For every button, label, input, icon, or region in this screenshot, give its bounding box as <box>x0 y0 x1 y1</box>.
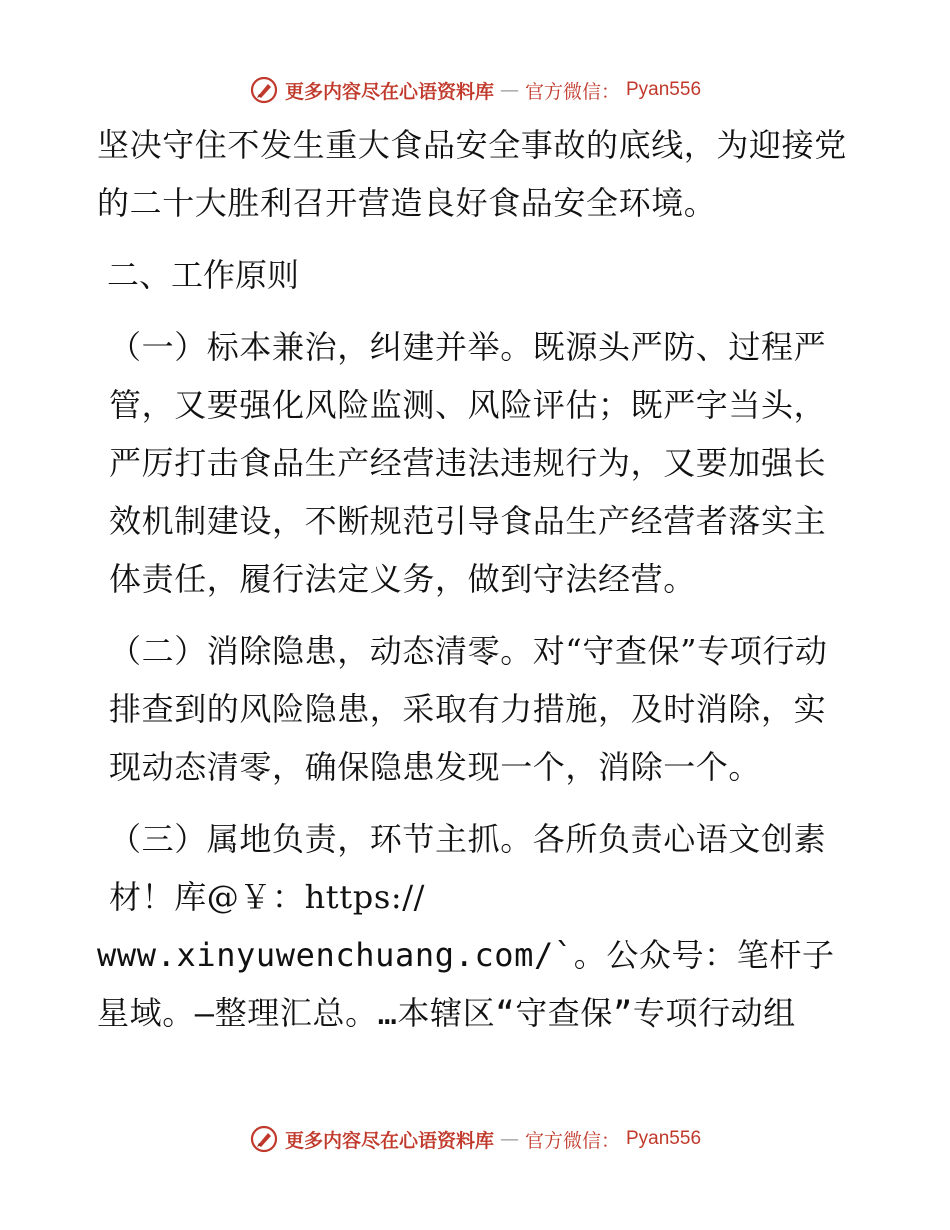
watermark-official-label: 官方微信： <box>524 1129 620 1152</box>
watermark-content-footer <box>249 1124 701 1154</box>
watermark-main-text: 更多内容尽在心语资料库 <box>284 80 494 103</box>
paragraph-bottom-line: 坚决守住不发生重大食品安全事故的底线，为迎接党的二十大胜利召开营造良好食品安全环境。 <box>97 126 847 222</box>
watermark-wechat-id: Pyan556 <box>626 79 702 100</box>
watermark-official-label: 官方微信： <box>524 80 620 103</box>
pen-logo-icon <box>249 75 279 105</box>
watermark-dash: — <box>499 79 519 101</box>
header-watermark-banner <box>0 70 950 110</box>
paragraph-principle-3-part-a: （三）属地负责，环节主抓。各所负责心语文创素材！库@￥：https:// <box>109 820 827 916</box>
paragraph-principle-3-continued <box>97 926 857 1042</box>
section-heading-principles: 二、工作原则 <box>107 256 300 294</box>
watermark-main-text: 更多内容尽在心语资料库 <box>284 1129 494 1152</box>
pen-logo-icon <box>249 1124 279 1154</box>
paragraph-principle-3-part-b: www.xinyuwenchuang.com/`。公众号：笔杆子星域。—整理汇总。…本辖区“守查保”专项行动组 <box>97 936 835 1032</box>
watermark-dash: — <box>499 1128 519 1150</box>
paragraph-principle-2: （二）消除隐患，动态清零。对“守查保”专项行动排查到的风险隐患，采取有力措施，及时消除，实现动态清零，确保隐患发现一个，消除一个。 <box>109 632 828 786</box>
paragraph-principle-1: （一）标本兼治，纠建并举。既源头严防、过程严管，又要强化风险监测、风险评估；既严字当头，严厉打击食品生产经营违法违规行为，又要加强长效机制建设，不断规范引导食品生产经营者落实主体责任，履行法定义务，做到守法经营。 <box>109 328 827 598</box>
watermark-content <box>249 75 701 105</box>
paragraph-principle-3 <box>97 810 857 926</box>
footer-watermark-banner <box>0 1119 950 1159</box>
watermark-wechat-id: Pyan556 <box>626 1128 702 1149</box>
document-body <box>97 116 857 1056</box>
